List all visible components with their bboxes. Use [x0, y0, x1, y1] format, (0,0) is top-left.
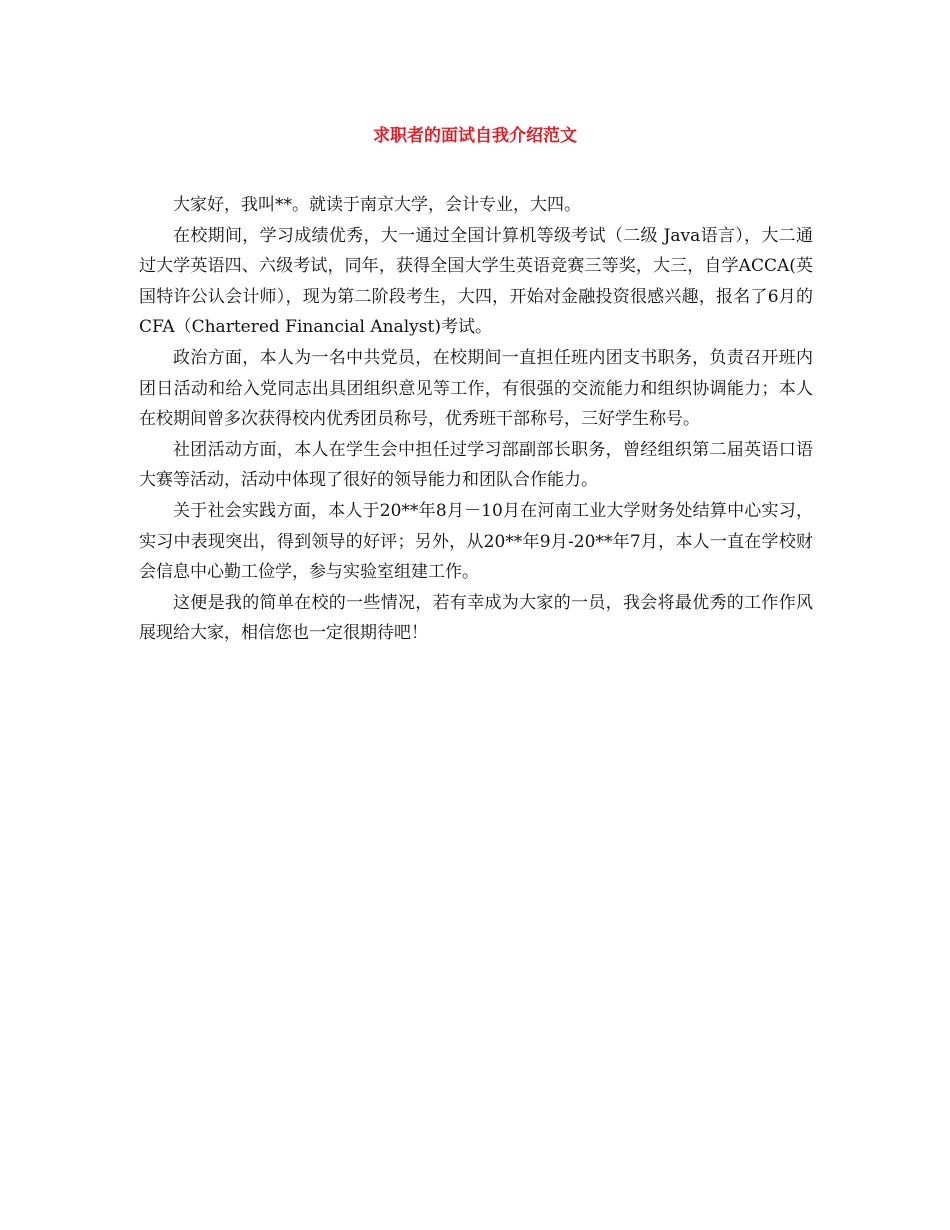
paragraph-social-practice: 关于社会实践方面，本人于20**年8月－10月在河南工业大学财务处结算中心实习，实习中表现突出，得到领导的好评；另外，从20**年9月-20**年7月，本人一直在学校财会信息中心勤工俭学，参与实验室组建工作。	[139, 500, 813, 583]
document-title: 求职者的面试自我介绍范文	[373, 126, 577, 146]
paragraph-club-activities: 社团活动方面，本人在学生会中担任过学习部副部长职务，曾经组织第二届英语口语大赛等活动，活动中体现了很好的领导能力和团队合作能力。	[139, 439, 813, 491]
paragraph-greeting: 大家好，我叫**。就读于南京大学，会计专业，大四。	[173, 195, 581, 215]
paragraph-closing: 这便是我的简单在校的一些情况，若有幸成为大家的一员，我会将最优秀的工作作风展现给大家，相信您也一定很期待吧！	[139, 592, 813, 644]
paragraph-academics: 在校期间，学习成绩优秀，大一通过全国计算机等级考试（二级 Java语言），大二通过大学英语四、六级考试，同年，获得全国大学生英语竞赛三等奖，大三，自学ACCA(英国特许公认会计师），现为第二阶段考生，大四，开始对金融投资很感兴趣，报名了6月的CFA（Chartered Financial Analyst)考试。	[139, 225, 813, 338]
paragraph-politics: 政治方面，本人为一名中共党员，在校期间一直担任班内团支书职务，负责召开班内团日活动和给入党同志出具团组织意见等工作，有很强的交流能力和组织协调能力；本人在校期间曾多次获得校内优秀团员称号，优秀班干部称号，三好学生称号。	[139, 347, 813, 430]
document-body	[139, 190, 813, 649]
